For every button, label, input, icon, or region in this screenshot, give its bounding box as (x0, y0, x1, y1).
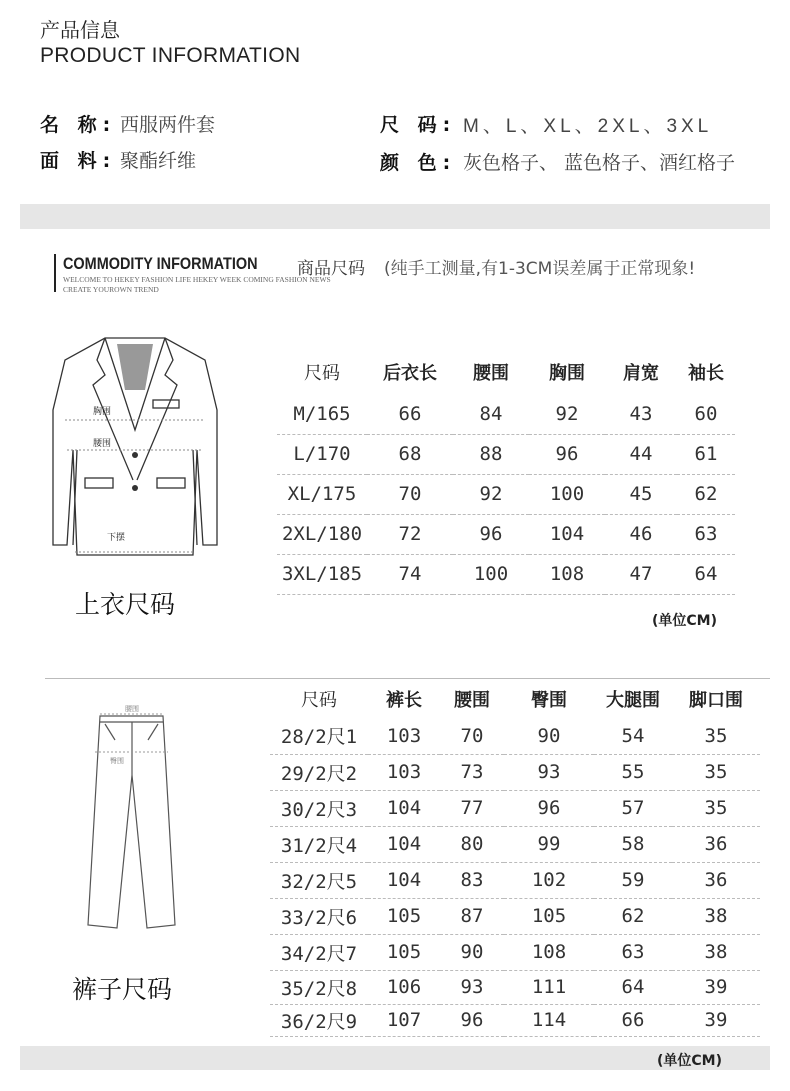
pants-waist-label: 腰围 (125, 705, 139, 713)
table-cell: 39 (672, 970, 760, 1004)
pants-col-leg-opening: 脚口围 (689, 690, 743, 711)
table-row (277, 514, 735, 554)
fabric-value: 聚酯纤维 (120, 150, 197, 172)
table-cell: 96 (453, 514, 529, 554)
table-cell: 100 (529, 474, 605, 514)
table-cell: 93 (504, 754, 594, 790)
table-cell: 90 (504, 718, 594, 754)
table-cell: 68 (367, 434, 453, 474)
table-row (270, 754, 760, 790)
table-cell: 63 (677, 514, 735, 554)
table-cell: XL/175 (277, 474, 367, 514)
table-cell: 105 (368, 898, 440, 934)
table-cell: 55 (594, 754, 672, 790)
table-cell: 28/2尺1 (270, 718, 368, 754)
table-cell: 34/2尺7 (270, 934, 368, 970)
jacket-col-chest: 胸围 (549, 363, 585, 384)
table-row (270, 970, 760, 1004)
commodity-title-en: COMMODITY INFORMATION (63, 254, 258, 273)
table-cell: 61 (677, 434, 735, 474)
jacket-col-waist: 腰围 (473, 363, 509, 384)
table-row (270, 718, 760, 754)
jacket-col-back-length: 后衣长 (383, 363, 437, 384)
pants-size-table (270, 680, 760, 1037)
pants-col-waist: 腰围 (454, 690, 490, 711)
jacket-hem-label: 下摆 (107, 533, 126, 543)
table-cell: 108 (504, 934, 594, 970)
table-cell: 47 (605, 554, 677, 594)
jacket-col-sleeve: 袖长 (688, 363, 724, 384)
table-cell: 100 (453, 554, 529, 594)
table-cell: 38 (672, 934, 760, 970)
table-cell: 44 (605, 434, 677, 474)
table-cell: 87 (440, 898, 504, 934)
table-cell: 33/2尺6 (270, 898, 368, 934)
table-cell: 66 (594, 1004, 672, 1036)
table-cell: 96 (504, 790, 594, 826)
table-cell: 92 (453, 474, 529, 514)
pants-unit-note: (单位CM) (657, 1053, 723, 1069)
table-cell: 38 (672, 898, 760, 934)
name-value: 西服两件套 (120, 114, 216, 136)
table-cell: 107 (368, 1004, 440, 1036)
pants-col-hip: 臀围 (531, 690, 567, 711)
table-cell: 3XL/185 (277, 554, 367, 594)
table-cell: 102 (504, 862, 594, 898)
table-cell: 105 (368, 934, 440, 970)
commodity-note: (纯手工测量,有1-3CM误差属于正常现象! (384, 259, 696, 279)
table-cell: 39 (672, 1004, 760, 1036)
commodity-sub-2: CREATE YOUROWN TREND (63, 285, 159, 294)
table-row (277, 474, 735, 514)
fabric-label: 面 料: (40, 150, 117, 172)
table-cell: L/170 (277, 434, 367, 474)
table-cell: 64 (594, 970, 672, 1004)
table-cell: 70 (440, 718, 504, 754)
table-row (270, 934, 760, 970)
table-cell: M/165 (277, 394, 367, 434)
jacket-chest-label: 胸围 (93, 407, 112, 417)
pants-col-thigh: 大腿围 (606, 690, 660, 711)
table-cell: 103 (368, 718, 440, 754)
table-cell: 35 (672, 790, 760, 826)
table-cell: 58 (594, 826, 672, 862)
size-label: 尺 码: (380, 114, 457, 136)
table-cell: 111 (504, 970, 594, 1004)
table-row (277, 434, 735, 474)
table-cell: 64 (677, 554, 735, 594)
table-cell: 30/2尺3 (270, 790, 368, 826)
table-cell: 104 (368, 862, 440, 898)
table-cell: 80 (440, 826, 504, 862)
table-cell: 90 (440, 934, 504, 970)
jacket-col-size: 尺码 (304, 363, 340, 384)
table-row (270, 790, 760, 826)
table-cell: 46 (605, 514, 677, 554)
table-cell: 60 (677, 394, 735, 434)
table-cell: 45 (605, 474, 677, 514)
section-divider (45, 678, 770, 679)
jacket-size-label: 上衣尺码 (75, 590, 176, 619)
table-cell: 35 (672, 754, 760, 790)
table-cell: 57 (594, 790, 672, 826)
table-cell: 35 (672, 718, 760, 754)
table-cell: 32/2尺5 (270, 862, 368, 898)
size-value: M、L、XL、2XL、3XL (463, 116, 713, 137)
color-value: 灰色格子、 蓝色格子、酒红格子 (463, 152, 736, 174)
table-cell: 54 (594, 718, 672, 754)
pants-hip-label: 臀围 (110, 757, 124, 765)
table-cell: 77 (440, 790, 504, 826)
table-cell: 62 (594, 898, 672, 934)
table-row (277, 554, 735, 594)
table-cell: 73 (440, 754, 504, 790)
table-cell: 31/2尺4 (270, 826, 368, 862)
divider-band (20, 204, 770, 229)
table-cell: 84 (453, 394, 529, 434)
jacket-col-shoulder: 肩宽 (623, 363, 659, 384)
table-cell: 96 (529, 434, 605, 474)
jacket-unit-note: (单位CM) (652, 613, 718, 629)
table-row (270, 1004, 760, 1036)
jacket-diagram (45, 330, 225, 560)
header-title-en: PRODUCT INFORMATION (40, 44, 301, 67)
pants-diagram (65, 700, 195, 940)
table-cell: 108 (529, 554, 605, 594)
jacket-waist-label: 腰围 (93, 439, 112, 449)
table-cell: 72 (367, 514, 453, 554)
header-title-cn: 产品信息 (40, 18, 120, 42)
table-cell: 104 (368, 790, 440, 826)
table-cell: 93 (440, 970, 504, 1004)
table-cell: 36/2尺9 (270, 1004, 368, 1036)
table-cell: 59 (594, 862, 672, 898)
table-cell: 92 (529, 394, 605, 434)
table-cell: 74 (367, 554, 453, 594)
commodity-sub-1: WELCOME TO HEKEY FASHION LIFE HEKEY WEEK COMING FASHION NEWS (63, 275, 331, 284)
table-cell: 63 (594, 934, 672, 970)
table-cell: 2XL/180 (277, 514, 367, 554)
table-cell: 35/2尺8 (270, 970, 368, 1004)
name-label: 名 称: (40, 114, 117, 136)
table-cell: 114 (504, 1004, 594, 1036)
jacket-size-table (277, 350, 735, 595)
table-cell: 99 (504, 826, 594, 862)
heading-bar (54, 254, 56, 292)
table-cell: 62 (677, 474, 735, 514)
table-cell: 70 (367, 474, 453, 514)
table-cell: 36 (672, 826, 760, 862)
table-cell: 103 (368, 754, 440, 790)
pants-col-size: 尺码 (301, 690, 337, 711)
color-label: 颜 色: (380, 152, 457, 174)
table-cell: 88 (453, 434, 529, 474)
pants-size-label: 裤子尺码 (72, 975, 173, 1004)
pants-col-length: 裤长 (386, 690, 422, 711)
table-cell: 36 (672, 862, 760, 898)
table-cell: 43 (605, 394, 677, 434)
table-row (277, 394, 735, 434)
table-cell: 104 (368, 826, 440, 862)
table-cell: 105 (504, 898, 594, 934)
table-cell: 104 (529, 514, 605, 554)
table-row (270, 898, 760, 934)
table-cell: 29/2尺2 (270, 754, 368, 790)
table-cell: 83 (440, 862, 504, 898)
commodity-title-cn: 商品尺码 (297, 259, 365, 279)
table-row (270, 826, 760, 862)
table-row (270, 862, 760, 898)
table-cell: 96 (440, 1004, 504, 1036)
table-cell: 66 (367, 394, 453, 434)
table-cell: 106 (368, 970, 440, 1004)
